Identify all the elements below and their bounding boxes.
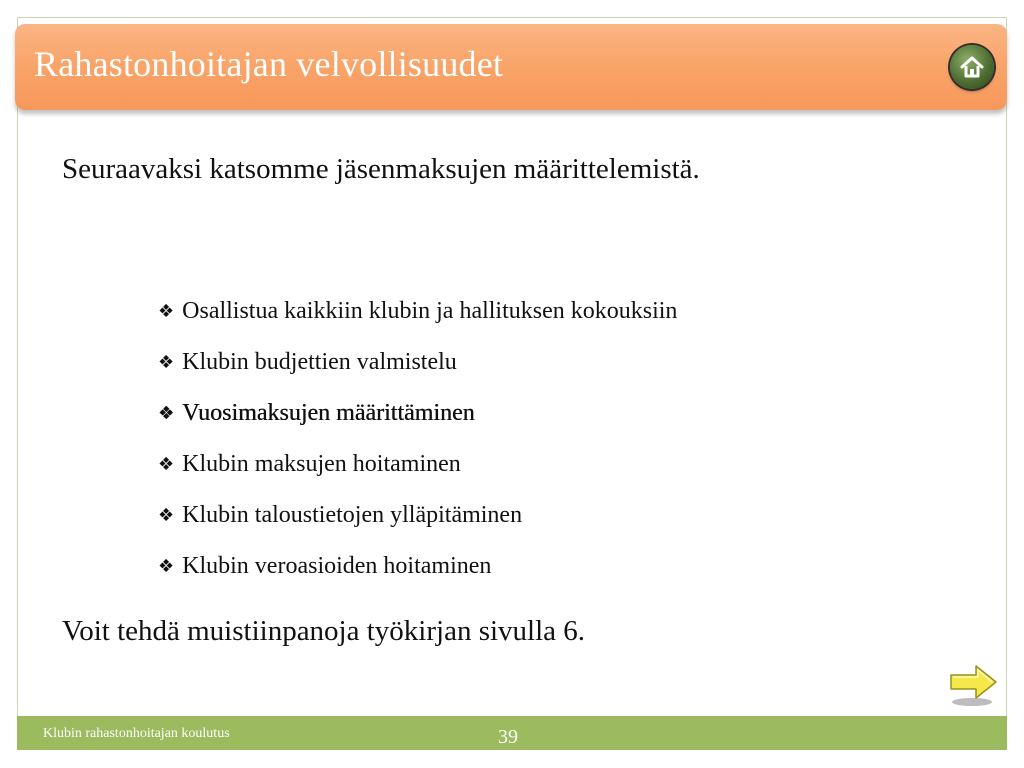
slide-title: Rahastonhoitajan velvollisuudet [34,44,504,84]
arrow-right-icon [948,662,1000,708]
list-item [158,490,677,541]
list-item-label: Osallistua kaikkiin klubin ja hallituksen kokouksiin [182,298,678,324]
intro-text: Seuraavaksi katsomme jäsenmaksujen määrittelemistä. [62,153,700,185]
list-item-label: Klubin maksujen hoitaminen [182,451,461,477]
list-item [158,337,677,388]
list-item-label: Vuosimaksujen määrittäminen [182,400,475,426]
page-number: 39 [498,726,518,748]
next-slide-button[interactable] [948,662,1000,708]
list-item [158,439,677,490]
list-item-label: Klubin veroasioiden hoitaminen [182,553,492,579]
bullet-list [158,286,677,592]
list-item-label: Klubin taloustietojen ylläpitäminen [182,502,523,528]
footer-title: Klubin rahastonhoitajan koulutus [43,726,230,741]
diamond-bullet-icon: ❖ [158,556,175,577]
list-item [158,541,677,592]
diamond-bullet-icon: ❖ [158,454,175,475]
diamond-bullet-icon: ❖ [158,301,175,322]
diamond-bullet-icon: ❖ [158,505,175,526]
list-item-label: Klubin budjettien valmistelu [182,349,457,375]
list-item-highlighted [158,388,677,439]
home-icon [958,53,986,81]
diamond-bullet-icon: ❖ [158,352,175,373]
home-button[interactable] [950,45,994,89]
diamond-bullet-icon: ❖ [158,403,175,424]
list-item [158,286,677,337]
outro-text: Voit tehdä muistiinpanoja työkirjan sivulla 6. [62,615,586,647]
